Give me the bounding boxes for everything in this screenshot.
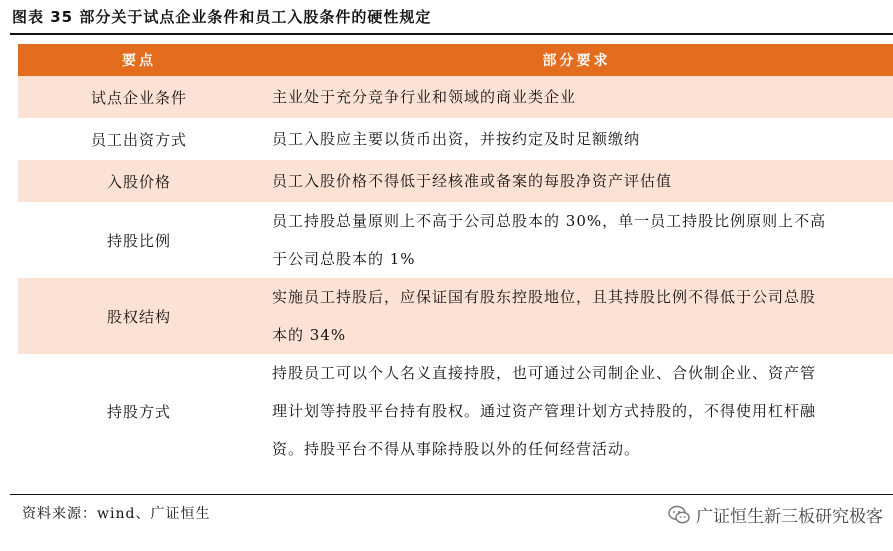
- requirement-line: 资。持股平台不得从事除持股以外的任何经营活动。: [272, 440, 641, 458]
- header-key: 要点: [122, 53, 156, 69]
- table-row: [18, 354, 893, 468]
- requirement-line: 实施员工持股后，应保证国有股东控股地位，且其持股比例不得低于公司总股: [272, 288, 817, 306]
- watermark: [668, 502, 883, 527]
- header-requirement: 部分要求: [542, 53, 611, 69]
- table-header: [18, 44, 893, 76]
- row-key: 员工出资方式: [90, 130, 187, 149]
- row-requirement: 员工入股价格不得低于经核准或备案的每股净资产评估值: [272, 172, 673, 190]
- table-row: [18, 160, 893, 202]
- row-requirement: [260, 354, 893, 468]
- row-requirement: 员工入股应主要以货币出资，并按约定及时足额缴纳: [272, 130, 641, 148]
- row-key: 持股方式: [106, 402, 171, 421]
- requirement-line: 于公司总股本的 1%: [272, 250, 416, 268]
- table-row: [18, 278, 893, 354]
- table-row: [18, 76, 893, 118]
- requirement-line: 员工持股总量原则上不高于公司总股本的 30%，单一员工持股比例原则上不高: [272, 212, 827, 230]
- row-key: 持股比例: [106, 231, 171, 250]
- row-key: 入股价格: [106, 172, 171, 191]
- top-rule: [10, 33, 893, 35]
- source-note: 资料来源：wind、广证恒生: [22, 506, 211, 522]
- row-requirement: [260, 278, 893, 354]
- bottom-rule: [10, 494, 893, 495]
- row-requirement: [260, 202, 893, 278]
- requirement-line: 理计划等持股平台持有股权。通过资产管理计划方式持股的，不得使用杠杆融: [272, 402, 817, 420]
- watermark-text: 广证恒生新三板研究极客: [696, 507, 883, 527]
- row-key: 试点企业条件: [90, 88, 187, 107]
- table-row: [18, 118, 893, 160]
- figure-title: 图表 35 部分关于试点企业条件和员工入股条件的硬性规定: [12, 8, 432, 26]
- row-requirement: 主业处于充分竞争行业和领域的商业类企业: [272, 88, 577, 106]
- requirement-line: 持股员工可以个人名义直接持股，也可通过公司制企业、合伙制企业、资产管: [272, 364, 817, 382]
- wechat-icon: [668, 505, 690, 525]
- row-key: 股权结构: [106, 307, 171, 326]
- requirement-line: 本的 34%: [272, 326, 347, 344]
- requirements-table: [18, 44, 893, 468]
- table-row: [18, 202, 893, 278]
